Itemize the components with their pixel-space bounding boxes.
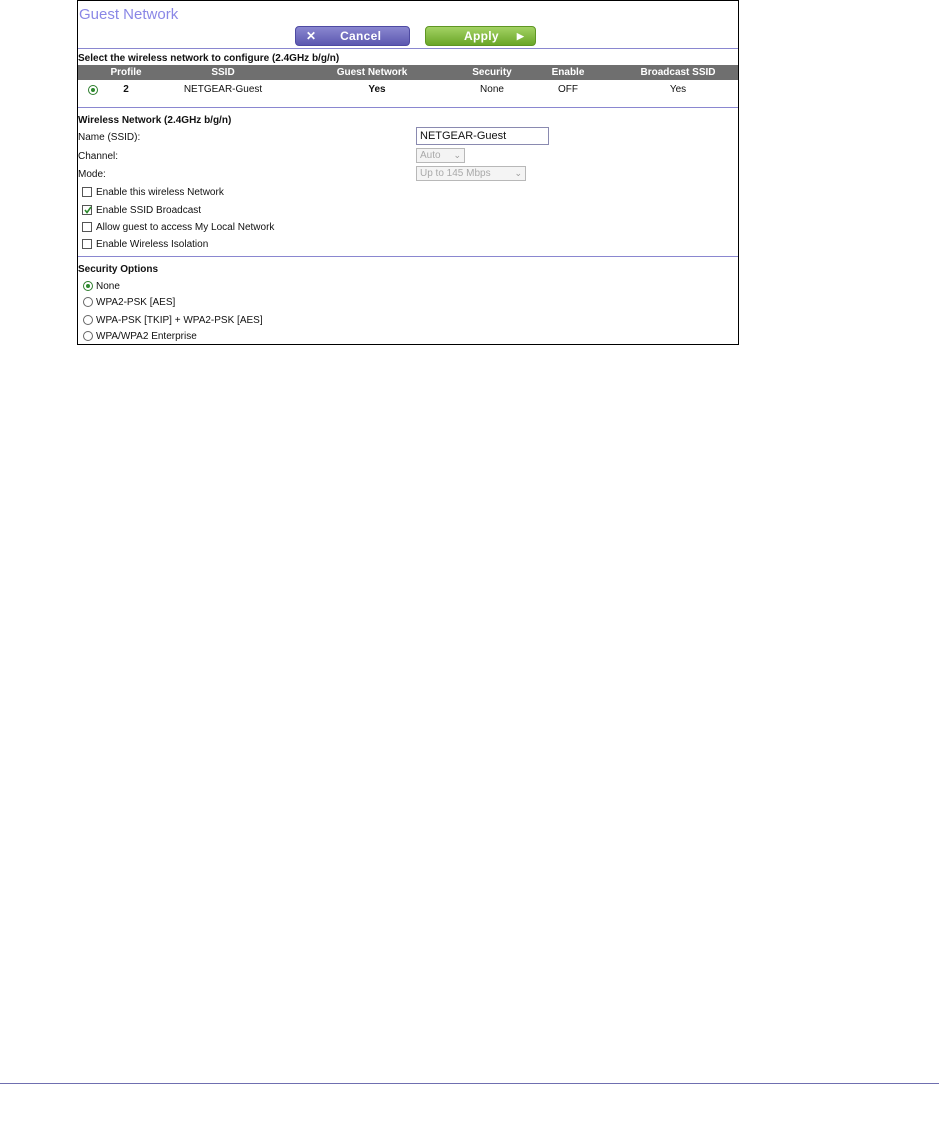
divider (78, 256, 738, 257)
header-broadcast-ssid: Broadcast SSID (640, 67, 716, 78)
page-title: Guest Network (79, 6, 179, 23)
table-row[interactable] (78, 80, 738, 100)
guest-network-panel (77, 0, 739, 345)
divider (78, 107, 738, 108)
security-wpa-wpa2-mixed-radio[interactable] (83, 315, 93, 325)
network-table (78, 65, 738, 100)
security-options-heading: Security Options (78, 264, 159, 275)
security-none-label: None (96, 281, 120, 292)
enable-ssid-broadcast-checkbox[interactable] (82, 205, 92, 215)
security-enterprise-label: WPA/WPA2 Enterprise (96, 331, 197, 342)
cell-broadcast-ssid: Yes (669, 84, 687, 95)
arrow-right-icon: ▶ (516, 30, 524, 41)
cell-security: None (480, 84, 504, 95)
apply-button[interactable] (425, 26, 536, 46)
security-none-radio[interactable] (83, 281, 93, 291)
cell-profile: 2 (123, 84, 129, 95)
profile-radio[interactable] (88, 85, 98, 95)
channel-select-value: Auto (420, 150, 441, 161)
channel-select[interactable] (416, 148, 465, 163)
wireless-network-heading: Wireless Network (2.4GHz b/g/n) (78, 115, 232, 126)
header-enable: Enable (551, 67, 585, 78)
cell-guest-network: Yes (368, 84, 386, 95)
cell-enable: OFF (558, 84, 578, 95)
apply-button-label: Apply (464, 29, 499, 43)
enable-ssid-broadcast-label: Enable SSID Broadcast (96, 205, 202, 216)
enable-wireless-checkbox[interactable] (82, 187, 92, 197)
name-ssid-label: Name (SSID): (78, 132, 141, 143)
header-guest-network: Guest Network (336, 67, 408, 78)
mode-select-value: Up to 145 Mbps (420, 168, 491, 179)
allow-guest-local-checkbox[interactable] (82, 222, 92, 232)
cancel-button[interactable] (295, 26, 410, 46)
table-header (78, 65, 738, 80)
divider (78, 48, 738, 49)
security-wpa2-psk-radio[interactable] (83, 297, 93, 307)
mode-label: Mode: (78, 169, 106, 180)
header-ssid: SSID (211, 67, 235, 78)
ssid-name-input[interactable] (416, 127, 549, 145)
mode-select[interactable] (416, 166, 526, 181)
wireless-isolation-label: Enable Wireless Isolation (96, 239, 209, 250)
cancel-button-label: Cancel (340, 29, 382, 43)
header-security: Security (472, 67, 512, 78)
chevron-down-icon: ⌄ (453, 150, 461, 160)
enable-wireless-label: Enable this wireless Network (96, 187, 224, 198)
close-icon: ✕ (306, 29, 317, 43)
security-wpa-wpa2-mixed-label: WPA-PSK [TKIP] + WPA2-PSK [AES] (96, 315, 263, 326)
header-profile: Profile (110, 67, 142, 78)
allow-guest-local-label: Allow guest to access My Local Network (96, 222, 275, 233)
cell-ssid: NETGEAR-Guest (183, 84, 263, 95)
security-wpa2-psk-label: WPA2-PSK [AES] (96, 297, 176, 308)
security-enterprise-radio[interactable] (83, 331, 93, 341)
chevron-down-icon: ⌄ (514, 168, 522, 178)
checkmark-icon (83, 205, 93, 215)
wireless-isolation-checkbox[interactable] (82, 239, 92, 249)
select-network-heading: Select the wireless network to configure (2.4GHz b/g/n) (78, 53, 340, 64)
channel-label: Channel: (78, 151, 119, 162)
page-bottom-rule (0, 1083, 939, 1084)
